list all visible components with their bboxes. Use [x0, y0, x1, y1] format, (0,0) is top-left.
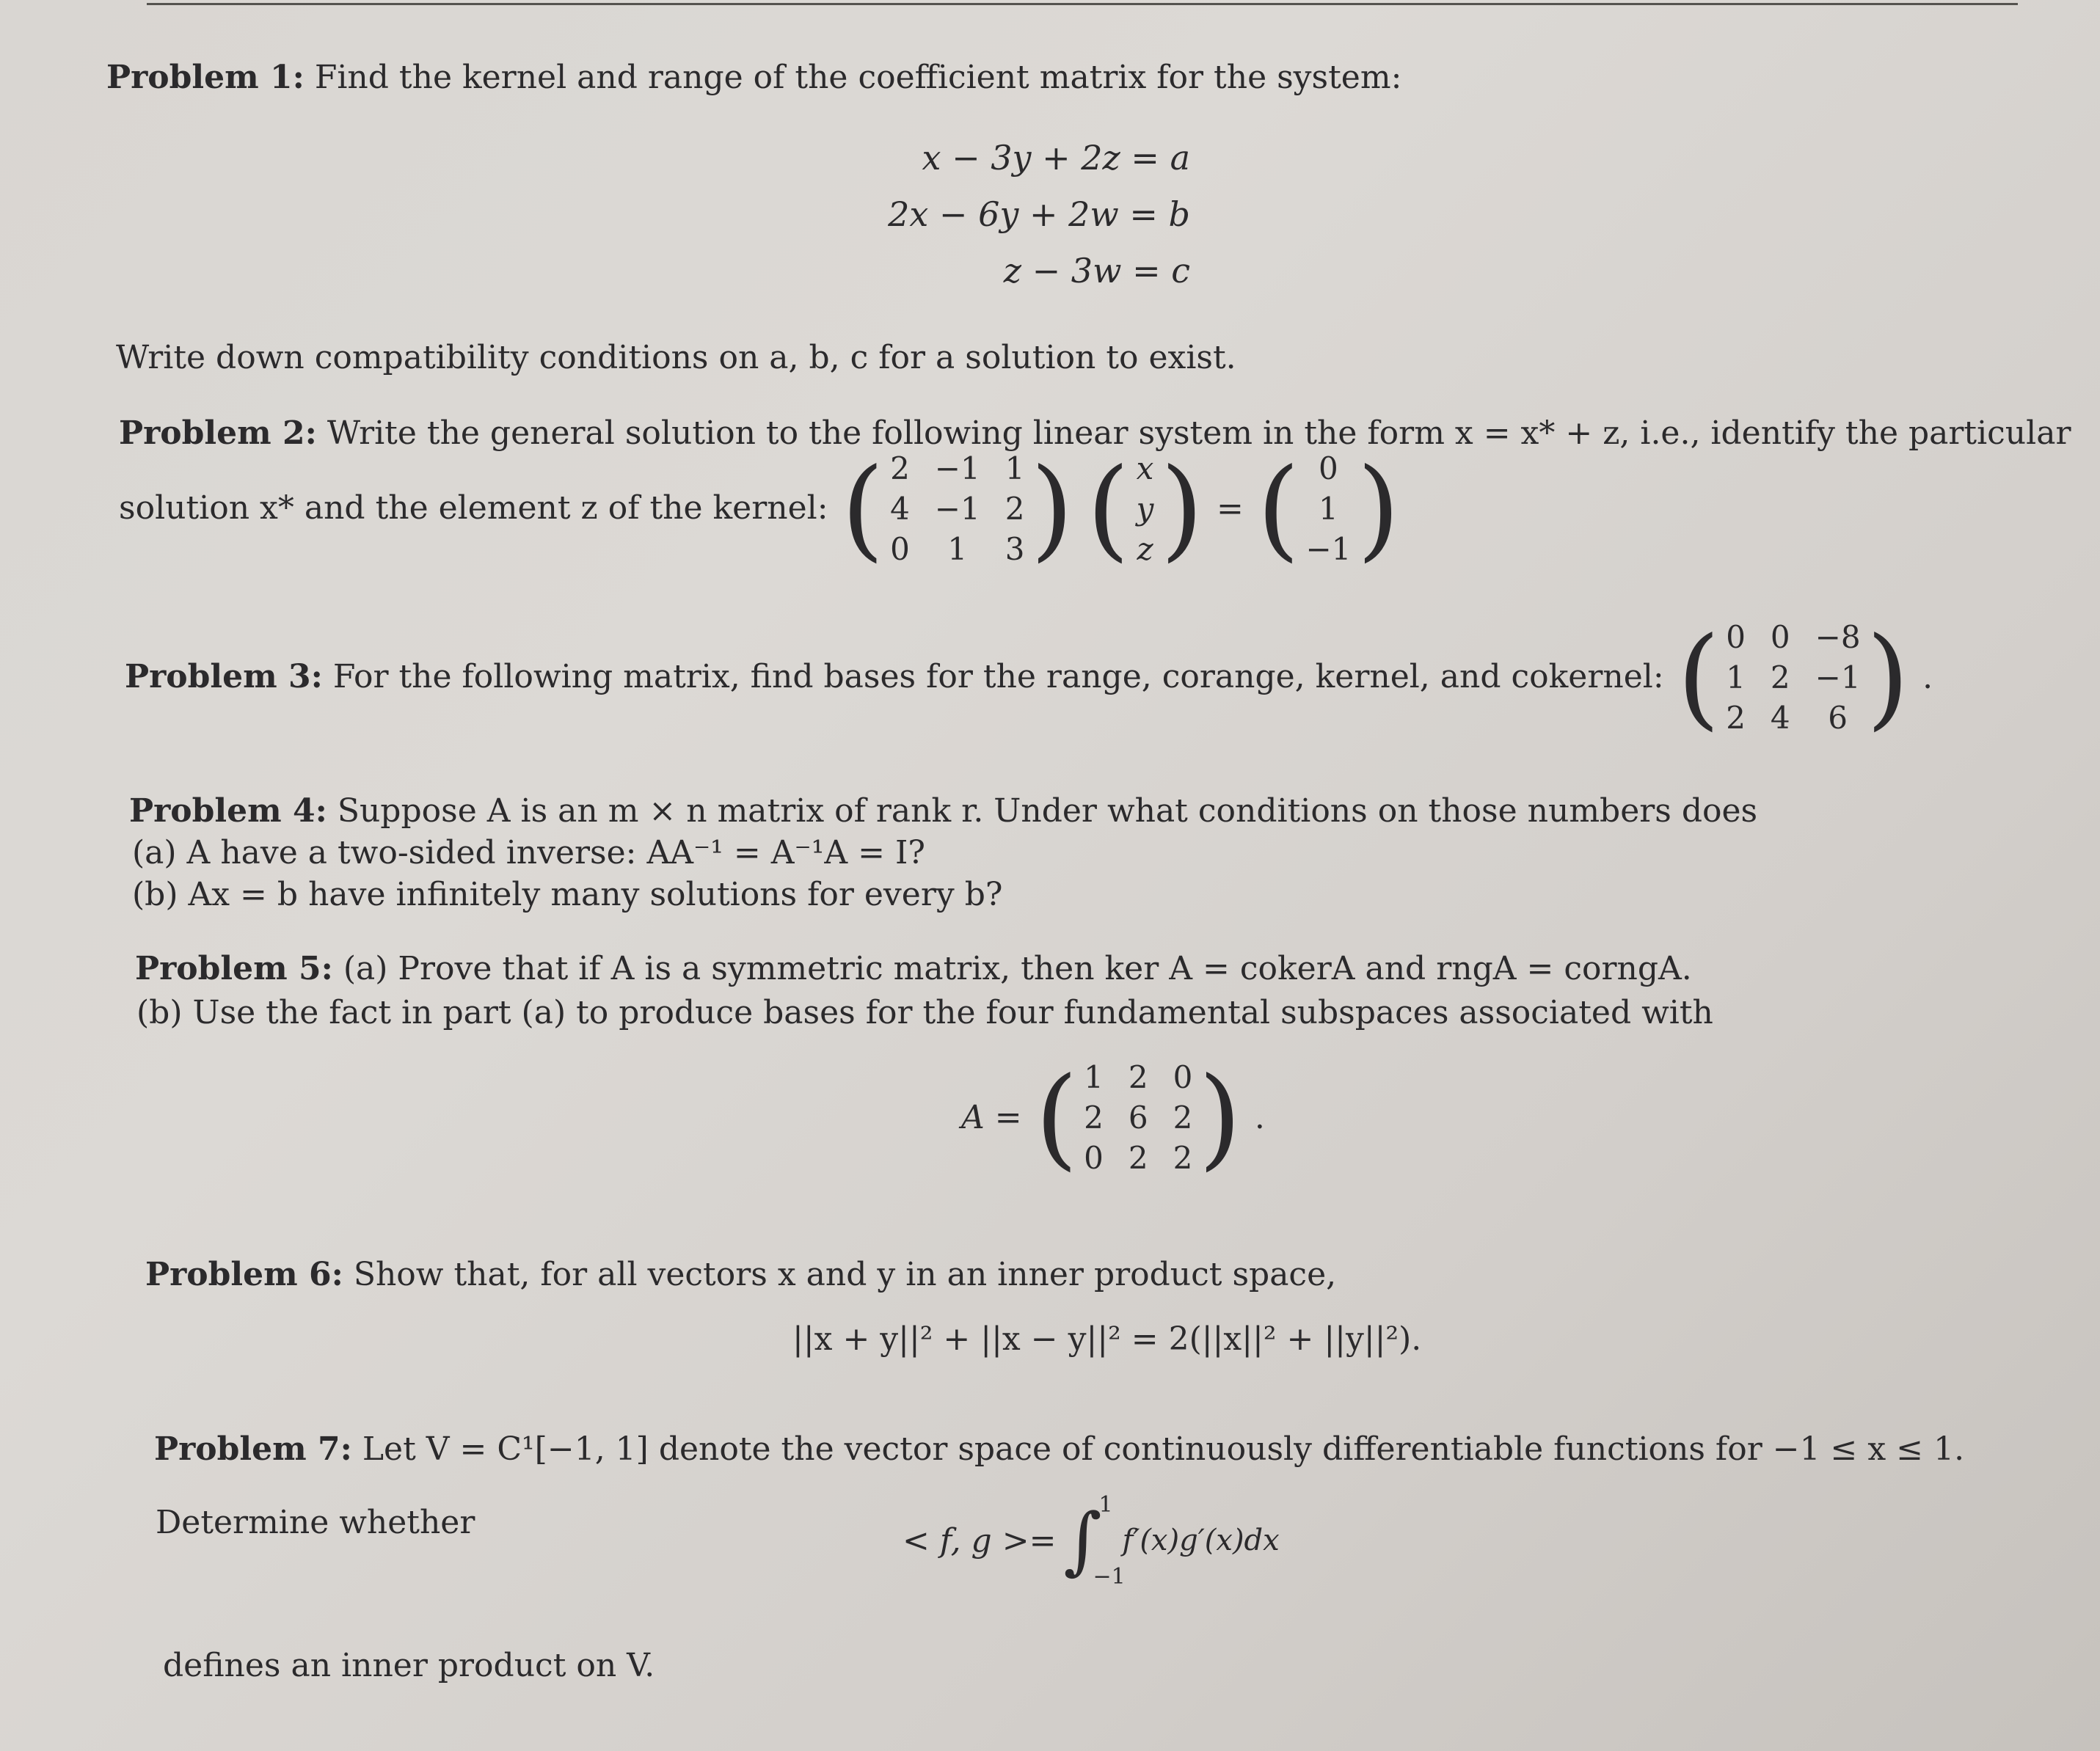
problem-1-equation-1: x − 3y + 2z = a [922, 138, 1190, 178]
matrix-cell: 3 [1005, 531, 1025, 567]
problem-4-label: Problem 4: [129, 792, 327, 830]
period: . [1922, 659, 1933, 696]
problem-7-heading [154, 1430, 1964, 1469]
integral-lower-limit: −1 [1093, 1564, 1126, 1590]
problem-6-equation: ||x + y||² + ||x − y||² = 2(||x||² + ||y||²). [792, 1320, 1422, 1358]
integral-upper-limit: 1 [1098, 1492, 1113, 1518]
matrix-cell: 2 [1173, 1100, 1193, 1136]
problem-4-part-a: (a) A have a two-sided inverse: AA⁻¹ = A⁻¹A = I? [132, 834, 925, 871]
vector-cell: y [1136, 491, 1154, 527]
matrix-cell: 2 [890, 450, 910, 486]
problem-4-heading [129, 792, 1757, 831]
problem-3-label: Problem 3: [125, 658, 323, 696]
problem-1-equation-3: z − 3w = c [1003, 251, 1190, 290]
problem-2-coefficient-matrix: ( 2 −1 1 4 −1 2 0 1 3 ) [841, 445, 1073, 573]
matrix-cell: −8 [1815, 619, 1861, 655]
problem-1-heading [106, 59, 1401, 98]
problem-5-heading [135, 950, 1692, 989]
problem-5-label: Problem 5: [135, 950, 333, 987]
vector-cell: 1 [1319, 491, 1338, 527]
problem-7-conclusion: defines an inner product on V. [163, 1647, 655, 1684]
matrix-cell: 2 [1770, 659, 1790, 695]
problem-1-compatibility-text: Write down compatibility conditions on a, b, c for a solution to exist. [116, 339, 1236, 376]
matrix-cell: 4 [890, 491, 910, 527]
matrix-cell: 1 [1084, 1059, 1104, 1095]
matrix-cell: 6 [1128, 1100, 1148, 1136]
problem-1-label: Problem 1: [106, 59, 305, 96]
page-top-rule [147, 3, 2018, 5]
problem-3-text: For the following matrix, find bases for the range, corange, kernel, and cokernel: [332, 658, 1664, 696]
integrand: f′(x)g′(x)dx [1122, 1524, 1280, 1557]
problem-4-part-b: (b) Ax = b have infinitely many solutions for every b? [132, 876, 1003, 913]
integral [1063, 1492, 1126, 1590]
problem-5-matrix: ( 1 2 0 2 6 2 0 2 2 ) [1035, 1053, 1242, 1182]
problem-6-heading [145, 1256, 1336, 1295]
matrix-cell: −1 [934, 450, 980, 486]
problem-2-label: Problem 2: [119, 414, 317, 452]
vector-cell: z [1137, 531, 1153, 567]
problem-2-text: Write the general solution to the following linear system in the form x = x* + z, i.e., identify the particular [327, 414, 2071, 452]
problem-7-line2: Determine whether [156, 1504, 475, 1541]
matrix-cell: 1 [947, 531, 968, 567]
vector-cell: x [1136, 450, 1154, 486]
problem-2-line2: solution x* and the element z of the kernel: [119, 489, 828, 527]
vector-cell: 0 [1319, 450, 1338, 486]
matrix-cell: 2 [1005, 491, 1025, 527]
problem-7-inner-product [903, 1492, 1280, 1590]
problem-3 [125, 613, 1933, 742]
problem-3-matrix: ( 0 0 −8 1 2 −1 2 4 6 ) [1677, 613, 1910, 742]
problem-6-label: Problem 6: [145, 1256, 343, 1293]
matrix-cell: 1 [1726, 659, 1746, 695]
problem-5-part-b: (b) Use the fact in part (a) to produce bases for the four fundamental subspaces associated with [136, 994, 1713, 1031]
matrix-cell: 0 [1726, 619, 1746, 655]
problem-2-rhs-vector: ( 0 1 −1 ) [1256, 445, 1400, 573]
matrix-cell: 2 [1084, 1100, 1104, 1136]
equals-sign: = [1217, 490, 1244, 527]
problem-5-text: (a) Prove that if A is a symmetric matrix, then ker A = cokerA and rngA = corngA. [343, 950, 1692, 987]
problem-4-text: Suppose A is an m × n matrix of rank r. Under what conditions on those numbers does [337, 792, 1758, 830]
problem-6-text: Show that, for all vectors x and y in an inner product space, [353, 1256, 1337, 1293]
inner-product-lhs: < f, g >= [903, 1521, 1057, 1560]
problem-1-text: Find the kernel and range of the coefficient matrix for the system: [314, 59, 1402, 96]
period: . [1254, 1099, 1265, 1136]
problem-7-text: Let V = C¹[−1, 1] denote the vector space of continuously differentiable functions for −1 ≤ x ≤ 1. [362, 1430, 1965, 1468]
matrix-cell: 0 [1770, 619, 1790, 655]
matrix-cell: 4 [1770, 700, 1790, 736]
problem-1-equation-2: 2x − 6y + 2w = b [888, 194, 1190, 234]
matrix-cell: 0 [890, 531, 910, 567]
problem-2-system [119, 445, 1400, 573]
problem-7-label: Problem 7: [154, 1430, 352, 1468]
matrix-cell: −1 [934, 491, 980, 527]
problem-3-heading [125, 658, 1664, 697]
matrix-cell: 2 [1726, 700, 1746, 736]
matrix-cell: 2 [1128, 1140, 1148, 1176]
matrix-a-lhs: A = [961, 1099, 1022, 1136]
matrix-cell: 0 [1173, 1059, 1193, 1095]
matrix-cell: 2 [1128, 1059, 1148, 1095]
matrix-cell: 2 [1173, 1140, 1193, 1176]
problem-2-variable-vector: ( x y z ) [1086, 445, 1204, 573]
matrix-cell: 0 [1084, 1140, 1104, 1176]
vector-cell: −1 [1305, 531, 1352, 567]
matrix-cell: 6 [1828, 700, 1848, 736]
integral-sign: ∫ [1063, 1497, 1102, 1583]
matrix-cell: −1 [1815, 659, 1861, 695]
matrix-cell: 1 [1005, 450, 1025, 486]
problem-5-matrix-equation [961, 1053, 1265, 1182]
